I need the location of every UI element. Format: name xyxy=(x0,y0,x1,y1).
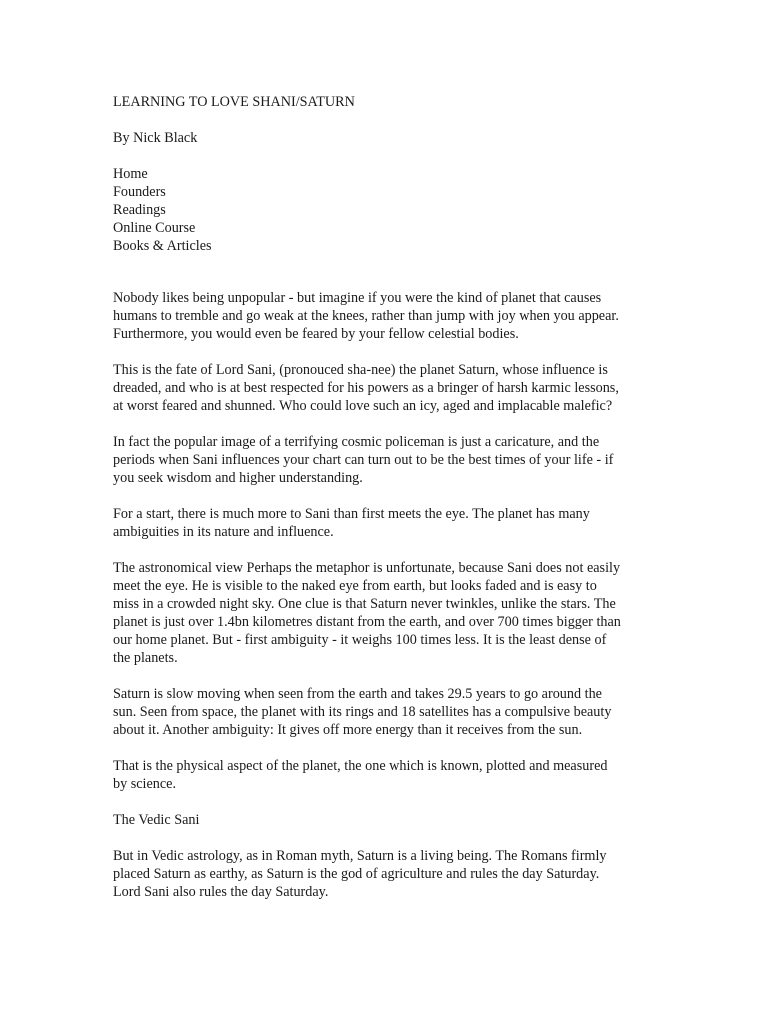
paragraph xyxy=(113,289,683,343)
nav-item-founders xyxy=(113,183,212,201)
text-line: humans to tremble and go weak at the knees, rather than jump with joy when you appear. xyxy=(113,308,619,324)
text-line: sun. Seen from space, the planet with its rings and 18 satellites has a compulsive beauty xyxy=(113,704,612,720)
paragraph xyxy=(113,361,683,415)
section-heading xyxy=(113,811,683,829)
text-line: our home planet. But - first ambiguity - it weighs 100 times less. It is the least dense of xyxy=(113,632,607,648)
text-line: But in Vedic astrology, as in Roman myth, Saturn is a living being. The Romans firmly xyxy=(113,848,607,864)
author-byline: By Nick Black xyxy=(113,130,198,146)
nav-link-books-articles[interactable]: Books & Articles xyxy=(113,238,212,254)
text-line: That is the physical aspect of the planet, the one which is known, plotted and measured xyxy=(113,758,608,774)
nav-list xyxy=(113,165,212,255)
text-line: by science. xyxy=(113,776,177,792)
paragraph xyxy=(113,757,683,793)
article-body xyxy=(113,289,683,919)
nav-item-home xyxy=(113,165,212,183)
text-line: placed Saturn as earthy, as Saturn is the god of agriculture and rules the day Saturday. xyxy=(113,866,600,882)
text-line: For a start, there is much more to Sani than first meets the eye. The planet has many xyxy=(113,506,590,522)
text-line: dreaded, and who is at best respected for his powers as a bringer of harsh karmic lessons, xyxy=(113,380,619,396)
paragraph xyxy=(113,559,683,667)
text-line: This is the fate of Lord Sani, (pronouced sha-nee) the planet Saturn, whose influence is xyxy=(113,362,608,378)
text-line: at worst feared and shunned. Who could love such an icy, aged and implacable malefic? xyxy=(113,398,613,414)
text-line: Saturn is slow moving when seen from the earth and takes 29.5 years to go around the xyxy=(113,686,602,702)
nav-link-online-course[interactable]: Online Course xyxy=(113,220,196,236)
text-line: miss in a crowded night sky. One clue is that Saturn never twinkles, unlike the stars. The xyxy=(113,596,616,612)
text-line: The Vedic Sani xyxy=(113,812,200,828)
text-line: In fact the popular image of a terrifying cosmic policeman is just a caricature, and the xyxy=(113,434,600,450)
nav-link-readings[interactable]: Readings xyxy=(113,202,166,218)
paragraph xyxy=(113,433,683,487)
nav-link-home[interactable]: Home xyxy=(113,166,148,182)
nav-item-online-course xyxy=(113,219,212,237)
text-line: periods when Sani influences your chart can turn out to be the best times of your life - if xyxy=(113,452,614,468)
text-line: Nobody likes being unpopular - but imagine if you were the kind of planet that causes xyxy=(113,290,602,306)
text-line: about it. Another ambiguity: It gives off more energy than it receives from the sun. xyxy=(113,722,583,738)
paragraph xyxy=(113,685,683,739)
text-line: planet is just over 1.4bn kilometres distant from the earth, and over 700 times bigger than xyxy=(113,614,621,630)
paragraph xyxy=(113,847,683,901)
text-line: The astronomical view Perhaps the metaphor is unfortunate, because Sani does not easily xyxy=(113,560,621,576)
text-line: you seek wisdom and higher understanding. xyxy=(113,470,363,486)
paragraph xyxy=(113,505,683,541)
text-line: meet the eye. He is visible to the naked eye from earth, but looks faded and is easy to xyxy=(113,578,597,594)
nav-link-founders[interactable]: Founders xyxy=(113,184,166,200)
nav-item-books-articles xyxy=(113,237,212,255)
text-line: Lord Sani also rules the day Saturday. xyxy=(113,884,329,900)
text-line: the planets. xyxy=(113,650,178,666)
text-line: Furthermore, you would even be feared by your fellow celestial bodies. xyxy=(113,326,519,342)
page-title: LEARNING TO LOVE SHANI/SATURN xyxy=(113,94,355,110)
text-line: ambiguities in its nature and influence. xyxy=(113,524,334,540)
nav-item-readings xyxy=(113,201,212,219)
